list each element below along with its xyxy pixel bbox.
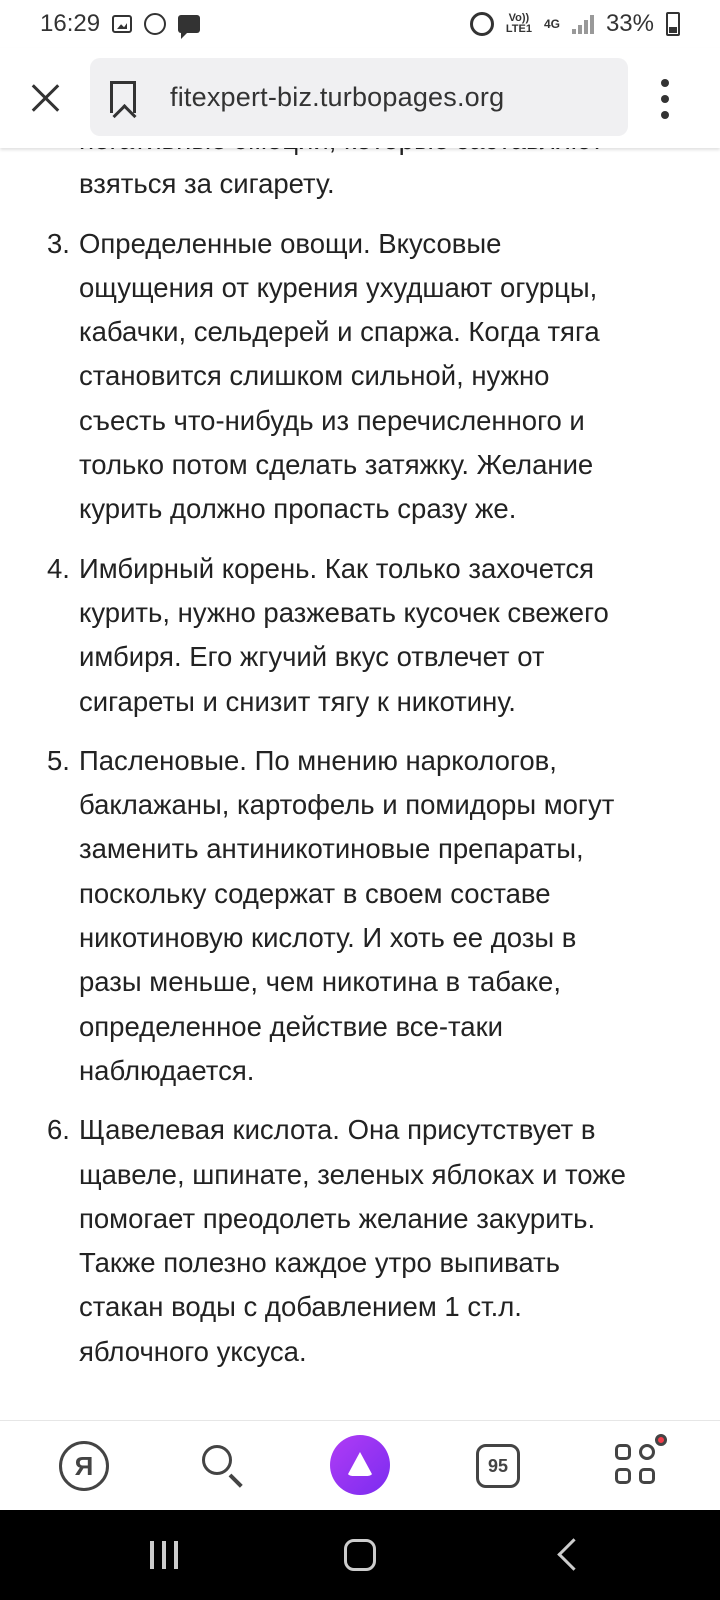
home-icon[interactable] [336, 1531, 384, 1579]
battery-percent: 33% [605, 10, 654, 37]
browser-toolbar [0, 48, 720, 148]
text-line: щавеле, шпинате, зеленых яблоках и тоже [79, 1158, 626, 1190]
text-line: Имбирный корень. Как только захочется [79, 552, 595, 584]
url-text[interactable]: fitexpert-biz.turbopages.org [170, 81, 505, 112]
text-line: помогает преодолеть желание закурить. [79, 1202, 596, 1234]
browser-bottom-nav [0, 1420, 720, 1510]
services-grid-icon[interactable] [615, 1444, 659, 1488]
recents-icon[interactable] [140, 1531, 188, 1579]
text-line: определенное действие все-таки [79, 1010, 503, 1042]
volte-indicator [506, 13, 532, 35]
gallery-notification-icon [112, 15, 132, 33]
text-line: яблочного уксуса. [79, 1335, 307, 1367]
text-line: Также полезно каждое утро выпивать [79, 1247, 560, 1279]
text-line: наблюдается. [79, 1054, 255, 1086]
status-right [470, 10, 680, 38]
list-item-number: 6. [47, 1114, 70, 1146]
status-left [40, 10, 200, 38]
text-line: стакан воды с добавлением 1 ст.л. [79, 1291, 522, 1323]
system-navigation-bar [0, 1509, 720, 1600]
text-line: съесть что-нибудь из перечисленного и [79, 404, 585, 436]
alice-assistant-icon[interactable] [330, 1435, 390, 1495]
message-notification-icon [178, 15, 200, 33]
battery-icon [666, 12, 680, 36]
list-item [0, 739, 720, 1093]
volte-bottom: LTE1 [505, 23, 532, 35]
yandex-logo-icon: Я [74, 1450, 94, 1481]
text-line: становится слишком сильной, нужно [79, 360, 550, 392]
text-line: баклажаны, картофель и помидоры могут [79, 789, 615, 821]
tabs-button[interactable] [476, 1444, 520, 1488]
text-line: заменить антиникотиновые препараты, [79, 833, 584, 865]
article-content [0, 118, 720, 1420]
tabs-count: 95 [487, 1455, 509, 1476]
text-line: никотиновую кислоту. И хоть ее дозы в [79, 922, 577, 954]
close-icon[interactable] [26, 78, 66, 118]
text-line: Щавелевая кислота. Она присутствует в [79, 1114, 596, 1146]
yandex-home-button[interactable] [59, 1441, 109, 1491]
text-line: сигареты и снизит тягу к никотину. [79, 685, 516, 717]
whatsapp-notification-icon [144, 13, 166, 35]
text-line: Пасленовые. По мнению наркологов, [79, 744, 557, 776]
list-item [0, 1108, 720, 1374]
text-line: поскольку содержат в своем составе [79, 877, 551, 909]
list-item [0, 222, 720, 532]
notification-dot [655, 1434, 667, 1446]
list-item-number: 3. [47, 227, 70, 259]
alarm-icon [470, 12, 494, 36]
url-field[interactable] [90, 58, 628, 136]
signal-icon [572, 14, 594, 34]
text-line: курить, нужно разжевать кусочек свежего [79, 596, 609, 628]
text-line: кабачки, сельдерей и спаржа. Когда тяга [79, 316, 600, 348]
text-line: Определенные овощи. Вкусовые [79, 227, 502, 259]
network-type: 4G [543, 17, 560, 31]
volte-top: Vo)) [508, 12, 530, 24]
status-bar [0, 0, 720, 48]
list-item-number: 4. [47, 552, 70, 584]
back-icon[interactable] [546, 1531, 594, 1579]
bookmark-icon[interactable] [110, 81, 136, 113]
list-item-number: 5. [47, 744, 70, 776]
text-line: разы меньше, чем никотина в табаке, [79, 966, 561, 998]
text-line: взяться за сигарету. [79, 168, 335, 200]
text-line: курить должно пропасть сразу же. [79, 493, 517, 525]
text-line: имбиря. Его жгучий вкус отвлечет от [79, 641, 545, 673]
search-icon[interactable] [198, 1441, 248, 1491]
text-line: ощущения от курения ухудшают огурцы, [79, 271, 598, 303]
text-line: только потом сделать затяжку. Желание [79, 449, 594, 481]
clock: 16:29 [40, 10, 101, 37]
more-menu-icon[interactable] [660, 79, 670, 119]
list-item [0, 547, 720, 724]
